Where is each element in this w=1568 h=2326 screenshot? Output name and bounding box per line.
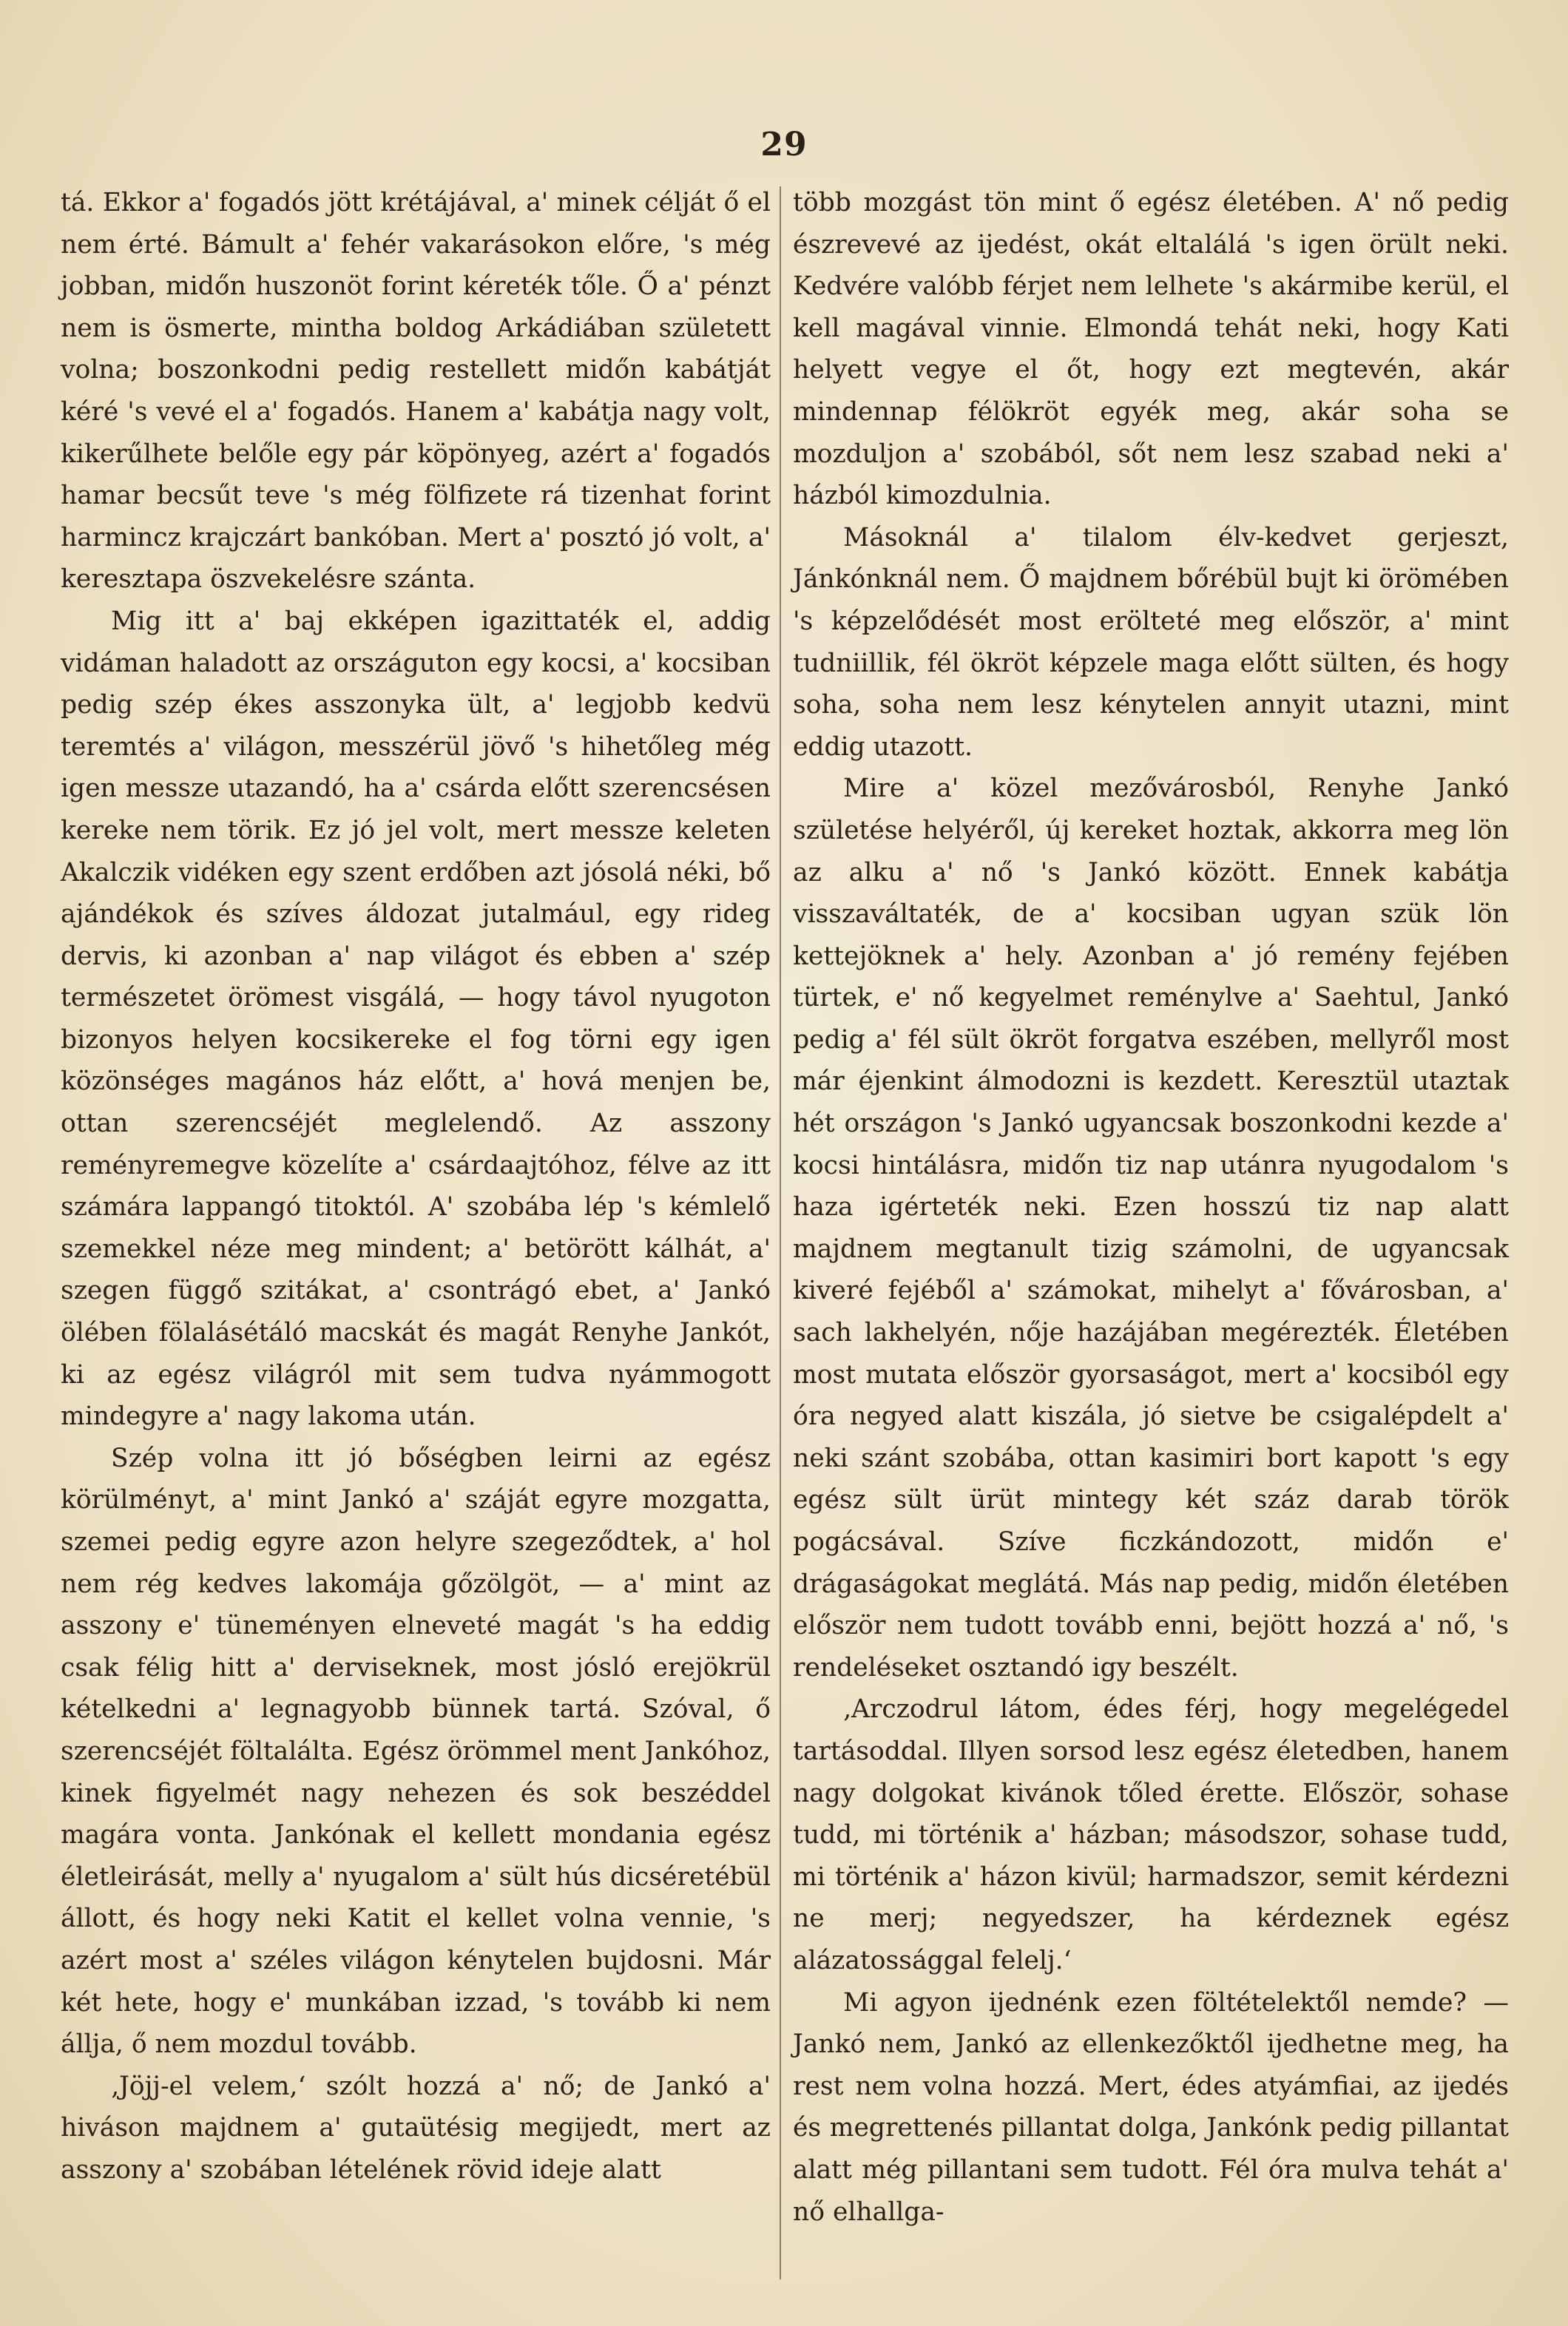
right-column: [793, 182, 1509, 2233]
paragraph: ‚Arczodrul látom, édes férj, hogy megelégedel tartásoddal. Illyen sorsod lesz egész életedben, hanem nagy dolgokat kivánok tőled érette. Először, sohase tudd, mi történik a' házban; másodszor, sohase tudd, mi történik a' házon kivül; harmadszor, semit kérdezni ne merj; negyedszer, ha kérdeznek egész alázatossággal felelj.‘: [793, 1694, 1509, 1975]
page-number: 29: [760, 126, 808, 163]
paragraph: több mozgást tön mint ő egész életében. A' nő pedig észrevevé az ijedést, okát eltalálá 's igen örült neki. Kedvére valóbb férjet nem lelhete 's akármibe kerül, el kell magával vinnie. Elmondá tehát neki, hogy Kati helyett vegye el őt, hogy ezt megtevén, akár mindennap félökröt egyék meg, akár soha se mozduljon a' szobából, sőt nem lesz szabad neki a' házból kimozdulnia.: [793, 188, 1509, 511]
paragraph: Szép volna itt jó bőségben leirni az egész körülményt, a' mint Jankó a' száját egyre mozgatta, szemei pedig egyre azon helyre szegeződtek, a' hol nem rég kedves lakomája gőzölgöt, — a' mint az asszony e' tüneményen elneveté magát 's ha eddig csak félig hitt a' derviseknek, most jósló erejökrül kételkedni a' legnagyobb bünnek tartá. Szóval, ő szerencséjét föltalálta. Egész örömmel ment Jankóhoz, kinek figyelmét nagy nehezen és sok beszéddel magára vonta. Jankónak el kellett mondania egész életleirását, melly a' nyugalom a' sült hús dicséretébül állott, és hogy neki Katit el kellet volna vennie, 's azért most a' széles világon kénytelen bujdosni. Már két hete, hogy e' munkában izzad, 's tovább ki nem állja, ő nem mozdul tovább.: [61, 1443, 771, 2060]
paragraph: ‚Jöjj-el velem,‘ szólt hozzá a' nő; de Jankó a' hiváson majdnem a' gutaütésig megijedt, mert az asszony a' szobában lételének rövid ideje alatt: [61, 2071, 771, 2185]
paragraph: Mi agyon ijednénk ezen föltételektől nemde? — Jankó nem, Jankó az ellenkezőktől ijedhetne meg, ha rest nem volna hozzá. Mert, édes atyámfiai, az ijedés és megrettenés pillantat dolga, Jankónk pedig pillantat alatt még pillantani sem tudott. Fél óra mulva tehát a' nő elhallga-: [793, 1987, 1509, 2227]
paragraph: Másoknál a' tilalom élv-kedvet gerjeszt, Jánkónknál nem. Ő majdnem bőrébül bujt ki örömében 's képzelődését most erölteté meg először, a' mint tudniillik, fél ökröt képzele maga előtt sülten, és hogy soha, soha nem lesz kénytelen annyit utazni, mint eddig utazott.: [793, 522, 1509, 762]
paragraph: tá. Ekkor a' fogadós jött krétájával, a' minek célját ő el nem érté. Bámult a' fehér vakarásokon előre, 's még jobban, midőn huszonöt forint kéreték tőle. Ő a' pénzt nem is ösmerte, mintha boldog Arkádiában született volna; boszonkodni pedig restellett midőn kabátját kéré 's vevé el a' fogadós. Hanem a' kabátja nagy volt, kikerűlhete belőle egy pár köpönyeg, azért a' fogadós hamar becsűt teve 's még fölfizete rá tizenhat forint harmincz krajczárt bankóban. Mert a' posztó jó volt, a' keresztapa öszvekelésre szánta.: [61, 188, 771, 595]
left-column: [61, 182, 771, 2191]
paragraph: Mire a' közel mezővárosból, Renyhe Jankó születése helyéről, új kereket hoztak, akkorra meg lön az alku a' nő 's Jankó között. Ennek kabátja visszaváltaték, de a' kocsiban ugyan szük lön kettejöknek a' hely. Azonban a' jó remény fejében türtek, e' nő kegyelmet reménylve a' Saehtul, Jankó pedig a' fél sült ökröt forgatva eszében, mellyről most már éjenkint álmodozni is kezdett. Keresztül utaztak hét országon 's Jankó ugyancsak boszonkodni kezde a' kocsi hintálásra, midőn tiz nap utánra nyugodalom 's haza igérteték neki. Ezen hosszú tiz nap alatt majdnem megtanult tizig számolni, de ugyancsak kiveré fejéből a' számokat, mihelyt a' fővárosban, a' sach lakhelyén, nője hazájában megérezték. Életében most mutata először gyorsaságot, mert a' kocsiból egy óra negyed alatt kiszála, jó sietve be csigalépdelt a' neki szánt szobába, ottan kasimiri bort kapott 's egy egész sült ürüt mintegy két száz darab török pogácsával. Szíve ficzkándozott, midőn e' drágaságokat meglátá. Más nap pedig, midőn életében először nem tudott tovább enni, bejött hozzá a' nő, 's rendeléseket osztandó igy beszélt.: [793, 774, 1509, 1683]
paragraph: Mig itt a' baj ekképen igazittaték el, addig vidáman haladott az országuton egy kocsi, a' kocsiban pedig szép ékes asszonyka ült, a' legjobb kedvü teremtés a' világon, messzérül jövő 's hihetőleg még igen messze utazandó, ha a' csárda előtt szerencsésen kereke nem törik. Ez jó jel volt, mert messze keleten Akalczik vidéken egy szent erdőben azt jósolá néki, bő ajándékok és szíves áldozat jutalmául, egy rideg dervis, ki azonban a' nap világot és ebben a' szép természetet örömest visgálá, — hogy távol nyugoton bizonyos helyen kocsikereke el fog törni egy igen közönséges magános ház előtt, a' hová menjen be, ottan szerencséjét meglelendő. Az asszony reményremegve közelíte a' csárdaajtóhoz, félve az itt számára lappangó titoktól. A' szobába lép 's kémlelő szemekkel néze meg mindent; a' betörött kálhát, a' szegen függő szitákat, a' csontrágó ebet, a' Jankó ölében fölalásétáló macskát és magát Renyhe Jankót, ki az egész világról mit sem tudva nyámmogott mindegyre a' nagy lakoma után.: [61, 606, 771, 1432]
column-divider: [780, 186, 781, 2279]
